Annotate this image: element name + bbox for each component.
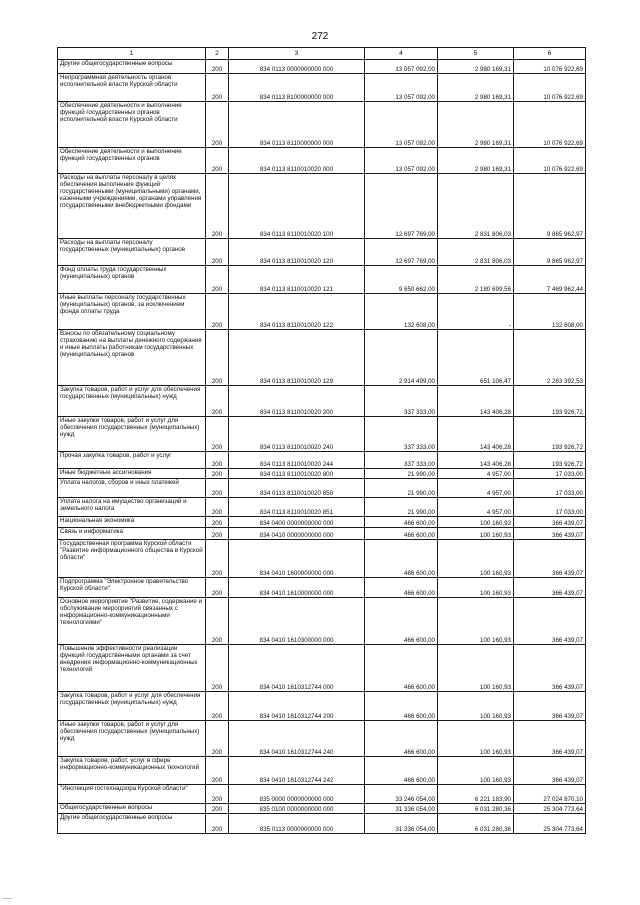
row-executed: 100 160,93 [438, 692, 514, 721]
row-approved: 337 333,00 [365, 386, 438, 417]
row-name: Обеспечение деятельности и выполнение функций государственных органов [58, 148, 206, 174]
row-approved: 12 697 769,00 [365, 239, 438, 266]
row-budget-code: 834 0400 0000000000 000 [229, 517, 365, 528]
row-line-code: 200 [206, 294, 229, 330]
row-name: Иные выплаты персоналу государственных (муниципальных) органов, за исключением фонда оплаты труда [58, 294, 206, 330]
row-name: Связь и информатика [58, 528, 206, 540]
row-remaining: 10 076 922,69 [514, 74, 586, 102]
row-remaining: 193 926,72 [514, 417, 586, 452]
page-number: 272 [311, 31, 329, 42]
table-row [58, 598, 586, 645]
table-row [58, 645, 586, 692]
row-budget-code: 834 0113 0000000000 000 [229, 60, 365, 74]
row-budget-code: 834 0410 1610312744 242 [229, 757, 365, 785]
row-budget-code: 834 0113 8110010020 800 [229, 469, 365, 479]
row-line-code: 200 [206, 479, 229, 498]
row-remaining: 366 439,07 [514, 721, 586, 757]
row-line-code: 200 [206, 517, 229, 528]
row-remaining: 7 469 962,44 [514, 266, 586, 294]
row-executed: 6 031 280,36 [438, 804, 514, 814]
row-name: Общегосударственные вопросы [58, 804, 206, 814]
row-executed: 2 980 169,31 [438, 60, 514, 74]
row-executed: 100 160,93 [438, 757, 514, 785]
row-name: Закупка товаров, работ, услуг в сфере информационно-коммуникационных технологий [58, 757, 206, 785]
table-row [58, 330, 586, 386]
table-row [58, 266, 586, 294]
row-remaining: 366 439,07 [514, 645, 586, 692]
row-name: Уплата налога на имущество организаций и земельного налога [58, 498, 206, 517]
row-line-code: 200 [206, 174, 229, 239]
row-budget-code: 834 0410 1610312744 000 [229, 645, 365, 692]
column-header: 5 [438, 48, 514, 60]
row-executed: 4 957,00 [438, 469, 514, 479]
row-approved: 31 336 054,00 [365, 814, 438, 834]
row-remaining: 17 033,00 [514, 469, 586, 479]
table-row [58, 452, 586, 469]
row-approved: 2 914 499,00 [365, 330, 438, 386]
row-remaining: 10 076 922,69 [514, 148, 586, 174]
table-row [58, 804, 586, 814]
row-name: Расходы на выплаты персоналу в целях обеспечения выполнения функций государственными (муниципальными) органами, казенными учреждениями, органами управления государственными внебюджетными фондами [58, 174, 206, 239]
table-row [58, 721, 586, 757]
row-name: Повышение эффективности реализации функций государственными органами за счет внедрения информационно-коммуникационных технологий [58, 645, 206, 692]
row-name: Обеспечение деятельности и выполнение функций государственных органов исполнительной власти Курской области [58, 102, 206, 148]
table-row [58, 102, 586, 148]
table-header-row [58, 48, 586, 60]
row-remaining: 10 076 922,69 [514, 102, 586, 148]
row-remaining: 366 439,07 [514, 578, 586, 598]
row-name: Расходы на выплаты персоналу государственных (муниципальных) органов [58, 239, 206, 266]
row-remaining: 366 439,07 [514, 692, 586, 721]
row-budget-code: 834 0113 8110010020 121 [229, 266, 365, 294]
table-row [58, 60, 586, 74]
row-name: Непрограммная деятельность органов исполнительной власти Курской области [58, 74, 206, 102]
row-name: Национальная экономика [58, 517, 206, 528]
row-budget-code: 834 0410 1610312744 240 [229, 721, 365, 757]
row-remaining: 9 865 962,97 [514, 239, 586, 266]
row-line-code: 200 [206, 452, 229, 469]
row-line-code: 200 [206, 598, 229, 645]
row-budget-code: 834 0113 8110010020 000 [229, 148, 365, 174]
table-row [58, 814, 586, 834]
row-executed: 4 957,00 [438, 498, 514, 517]
row-name: Уплата налогов, сборов и иных платежей [58, 479, 206, 498]
row-executed: 4 957,00 [438, 479, 514, 498]
row-approved: 31 336 054,00 [365, 804, 438, 814]
row-name: Иные закупки товаров, работ и услуг для обеспечения государственных (муниципальных) нужд [58, 721, 206, 757]
row-budget-code: 834 0113 8110010020 120 [229, 239, 365, 266]
row-budget-code: 834 0113 8110010020 129 [229, 330, 365, 386]
row-line-code: 200 [206, 804, 229, 814]
row-remaining: 9 865 962,97 [514, 174, 586, 239]
row-name: Закупка товаров, работ и услуг для обеспечения государственных (муниципальных) нужд [58, 692, 206, 721]
row-budget-code: 835 0113 0000000000 000 [229, 814, 365, 834]
row-line-code: 200 [206, 417, 229, 452]
row-remaining: 366 439,07 [514, 540, 586, 578]
row-name: Прочая закупка товаров, работ и услуг [58, 452, 206, 469]
row-budget-code: 834 0410 1610000000 000 [229, 578, 365, 598]
row-budget-code: 834 0410 1600000000 000 [229, 540, 365, 578]
row-name: Другие общегосударственные вопросы [58, 60, 206, 74]
row-executed: 143 406,28 [438, 386, 514, 417]
row-line-code: 200 [206, 578, 229, 598]
row-approved: 466 600,00 [365, 578, 438, 598]
row-approved: 132 608,00 [365, 294, 438, 330]
column-header: 3 [229, 48, 365, 60]
row-executed: 100 160,93 [438, 645, 514, 692]
row-approved: 466 600,00 [365, 517, 438, 528]
row-remaining: 366 439,07 [514, 528, 586, 540]
row-executed: 2 980 169,31 [438, 148, 514, 174]
row-budget-code: 834 0113 8110010020 240 [229, 417, 365, 452]
row-line-code: 200 [206, 540, 229, 578]
row-executed: 100 160,93 [438, 528, 514, 540]
row-remaining: 193 926,72 [514, 386, 586, 417]
row-approved: 13 057 092,00 [365, 60, 438, 74]
table-row [58, 578, 586, 598]
row-line-code: 200 [206, 266, 229, 294]
row-budget-code: 834 0113 8110000000 000 [229, 102, 365, 148]
table-row [58, 74, 586, 102]
row-remaining: 25 304 773,64 [514, 804, 586, 814]
row-line-code: 200 [206, 814, 229, 834]
row-line-code: 200 [206, 721, 229, 757]
row-budget-code: 834 0113 8110010020 850 [229, 479, 365, 498]
row-line-code: 200 [206, 692, 229, 721]
row-approved: 21 990,00 [365, 498, 438, 517]
row-line-code: 200 [206, 239, 229, 266]
row-line-code: 200 [206, 757, 229, 785]
row-remaining: 193 926,72 [514, 452, 586, 469]
row-executed: 100 160,93 [438, 578, 514, 598]
row-approved: 13 057 092,00 [365, 102, 438, 148]
row-approved: 337 333,00 [365, 452, 438, 469]
row-remaining: 25 304 773,64 [514, 814, 586, 834]
row-budget-code: 834 0113 8110010020 851 [229, 498, 365, 517]
row-name: Взносы по обязательному социальному страхованию на выплаты денежного содержания и иные выплаты работникам государственных (муниципальных) органов [58, 330, 206, 386]
row-line-code: 200 [206, 148, 229, 174]
row-executed: 2 980 169,31 [438, 74, 514, 102]
row-line-code: 200 [206, 645, 229, 692]
table-row [58, 498, 586, 517]
row-remaining: 2 263 392,53 [514, 330, 586, 386]
table-row [58, 757, 586, 785]
row-budget-code: 834 0410 1610300000 000 [229, 598, 365, 645]
row-line-code: 200 [206, 330, 229, 386]
row-remaining: 366 439,07 [514, 598, 586, 645]
table-row [58, 479, 586, 498]
row-name: Другие общегосударственные вопросы [58, 814, 206, 834]
table-row [58, 692, 586, 721]
row-executed: 2 980 169,31 [438, 102, 514, 148]
table-row [58, 785, 586, 804]
row-line-code: 200 [206, 528, 229, 540]
row-remaining: 17 033,00 [514, 479, 586, 498]
row-approved: 9 650 662,00 [365, 266, 438, 294]
row-executed: 100 160,93 [438, 540, 514, 578]
row-remaining: 132 608,00 [514, 294, 586, 330]
row-name: Подпрограмма "Электронное правительство Курской области" [58, 578, 206, 598]
row-executed: 100 160,93 [438, 721, 514, 757]
row-approved: 337 333,00 [365, 417, 438, 452]
row-budget-code: 834 0113 8110010020 244 [229, 452, 365, 469]
row-name: Иные бюджетные ассигнования [58, 469, 206, 479]
row-approved: 466 600,00 [365, 645, 438, 692]
row-executed: 143 406,28 [438, 452, 514, 469]
row-name: Основное мероприятие "Развитие, содержание и обслуживание мероприятий связанных с информационно-коммуникационными технологиями" [58, 598, 206, 645]
row-name: Закупка товаров, работ и услуг для обеспечения государственных (муниципальных) нужд [58, 386, 206, 417]
row-name: Государственная программа Курской области "Развитие информационного общества в Курской области" [58, 540, 206, 578]
row-budget-code: 834 0410 1610312744 200 [229, 692, 365, 721]
row-approved: 466 600,00 [365, 528, 438, 540]
row-executed: 2 180 699,56 [438, 266, 514, 294]
row-line-code: 200 [206, 386, 229, 417]
table-row [58, 540, 586, 578]
row-remaining: 366 439,07 [514, 757, 586, 785]
row-line-code: 200 [206, 102, 229, 148]
table-row [58, 517, 586, 528]
row-executed: 100 160,93 [438, 598, 514, 645]
row-budget-code: 834 0113 8110010020 200 [229, 386, 365, 417]
table-row [58, 294, 586, 330]
row-executed: - [438, 294, 514, 330]
row-approved: 466 600,00 [365, 598, 438, 645]
table-row [58, 417, 586, 452]
row-executed: 6 221 183,90 [438, 785, 514, 804]
row-line-code: 200 [206, 74, 229, 102]
table-row [58, 386, 586, 417]
row-budget-code: 835 0100 0000000000 000 [229, 804, 365, 814]
table-row [58, 174, 586, 239]
column-header: 6 [514, 48, 586, 60]
column-header: 4 [365, 48, 438, 60]
row-approved: 466 600,00 [365, 757, 438, 785]
row-budget-code: 834 0113 8100000000 000 [229, 74, 365, 102]
row-executed: 651 106,47 [438, 330, 514, 386]
row-executed: 143 406,28 [438, 417, 514, 452]
row-line-code: 200 [206, 498, 229, 517]
row-name: "Инспекция гостехнадзора Курской области" [58, 785, 206, 804]
row-executed: 2 831 806,03 [438, 174, 514, 239]
row-approved: 466 600,00 [365, 692, 438, 721]
column-header: 2 [206, 48, 229, 60]
row-approved: 21 990,00 [365, 469, 438, 479]
row-approved: 466 600,00 [365, 540, 438, 578]
row-line-code: 200 [206, 469, 229, 479]
column-header: 1 [58, 48, 206, 60]
row-name: Иные закупки товаров, работ и услуг для обеспечения государственных (муниципальных) нужд [58, 417, 206, 452]
scan-edge-mark [2, 898, 12, 899]
row-approved: 13 057 092,00 [365, 148, 438, 174]
row-approved: 466 600,00 [365, 721, 438, 757]
row-remaining: 17 033,00 [514, 498, 586, 517]
row-approved: 13 057 092,00 [365, 74, 438, 102]
table-row [58, 148, 586, 174]
row-executed: 2 831 806,03 [438, 239, 514, 266]
table-row [58, 469, 586, 479]
row-name: Фонд оплаты труда государственных (муниципальных) органов [58, 266, 206, 294]
row-remaining: 10 076 922,69 [514, 60, 586, 74]
row-line-code: 200 [206, 60, 229, 74]
row-budget-code: 835 0000 0000000000 000 [229, 785, 365, 804]
row-budget-code: 834 0410 0000000000 000 [229, 528, 365, 540]
row-budget-code: 834 0113 8110010020 100 [229, 174, 365, 239]
row-approved: 33 246 054,00 [365, 785, 438, 804]
row-remaining: 27 024 870,10 [514, 785, 586, 804]
budget-table [57, 47, 586, 834]
row-approved: 21 990,00 [365, 479, 438, 498]
table-row [58, 239, 586, 266]
row-executed: 100 160,93 [438, 517, 514, 528]
row-executed: 6 031 280,36 [438, 814, 514, 834]
row-budget-code: 834 0113 8110010020 122 [229, 294, 365, 330]
table-row [58, 528, 586, 540]
row-remaining: 366 439,07 [514, 517, 586, 528]
row-approved: 12 697 769,00 [365, 174, 438, 239]
row-line-code: 200 [206, 785, 229, 804]
